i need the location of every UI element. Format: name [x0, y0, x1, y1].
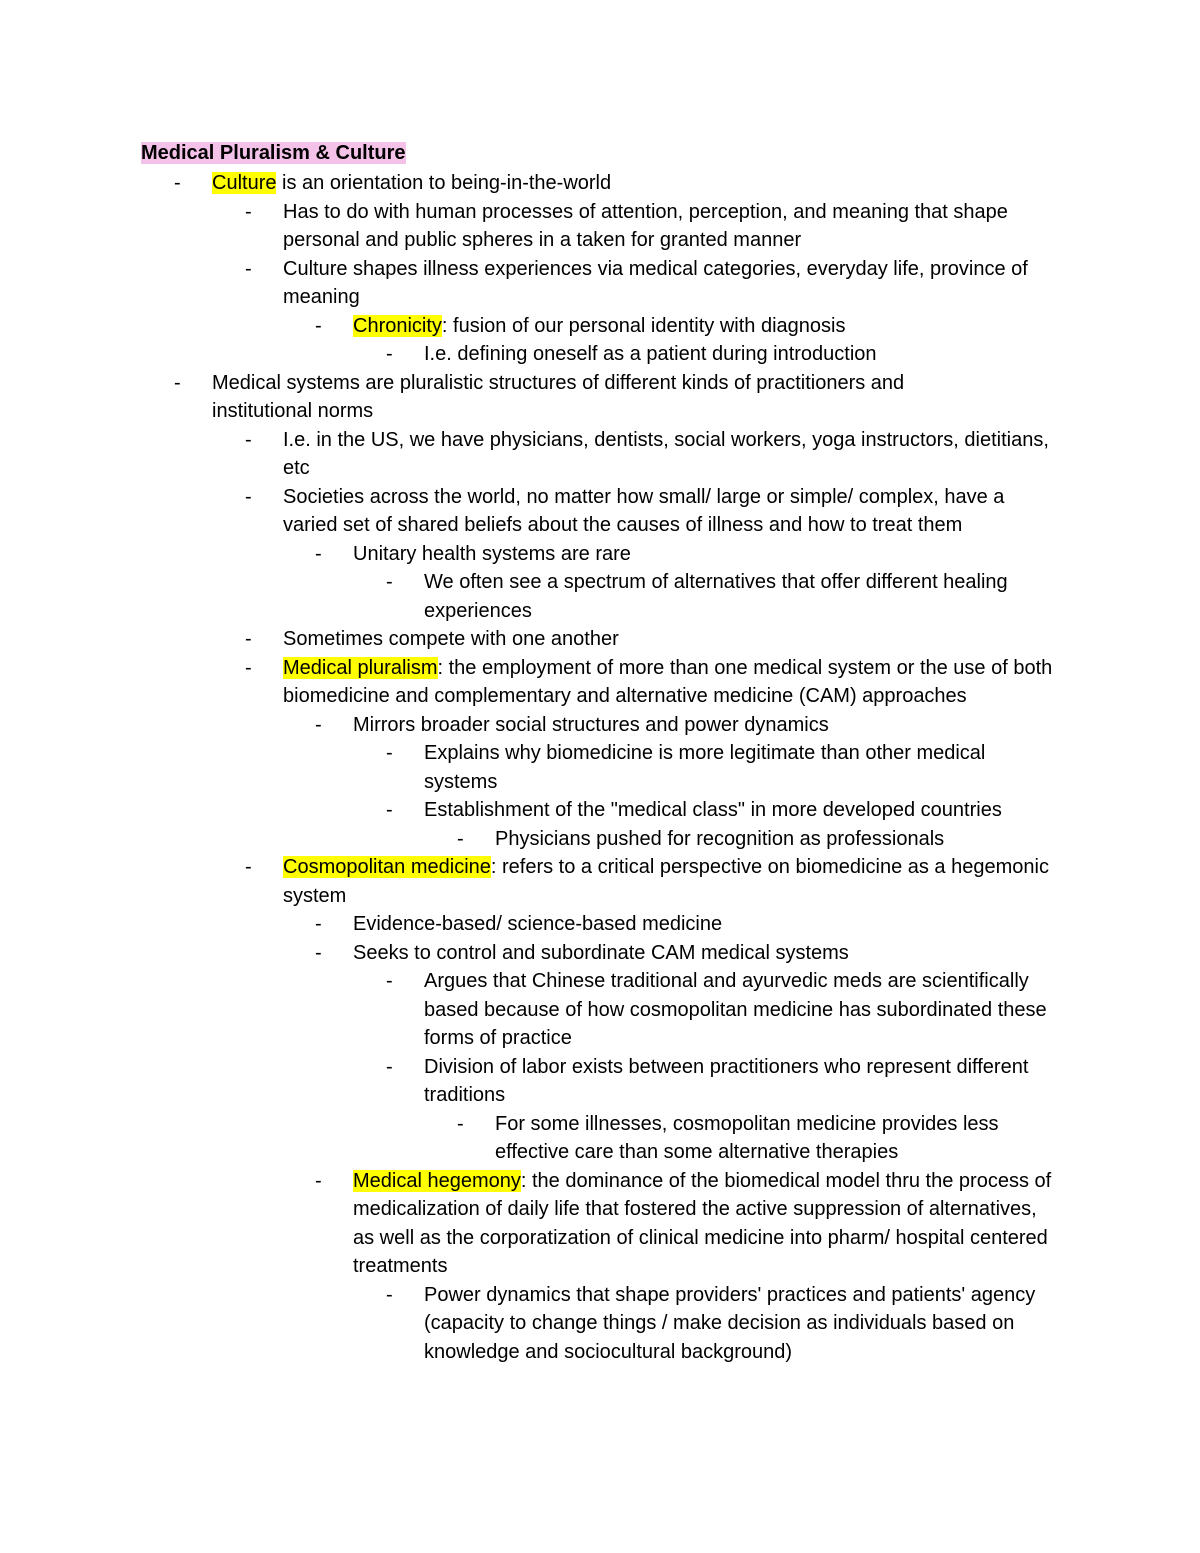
bullet-item-level-3: [315, 939, 1053, 968]
bullet-text: Has to do with human processes of attention, perception, and meaning that shape personal and public spheres in a taken for granted manner: [283, 200, 1008, 251]
bullet-text: Unitary health systems are rare: [353, 542, 631, 565]
bullet-item-level-4: [386, 967, 1054, 1053]
bullet-dash: -: [245, 200, 252, 223]
bullet-text: Establishment of the "medical class" in more developed countries: [424, 799, 1002, 821]
bullet-item-level-3: [315, 1167, 1053, 1281]
bullet-text: Physicians pushed for recognition as professionals: [495, 827, 945, 850]
bullet-item-level-2: [245, 198, 1053, 255]
bullet-dash: -: [386, 742, 393, 764]
bullet-text: For some illnesses, cosmopolitan medicine provides less effective care than some alternative therapies: [495, 1112, 999, 1163]
bullet-dash: -: [245, 257, 252, 280]
bullet-item-level-2: [245, 853, 1053, 910]
highlighted-term: Medical hegemony: [353, 1169, 521, 1192]
bullet-item-level-2: [245, 255, 1053, 312]
bullet-dash: -: [174, 371, 181, 394]
bullet-item-level-3: [315, 540, 1053, 569]
bullet-item-level-3: [315, 711, 1053, 740]
bullet-text: Societies across the world, no matter how small/ large or simple/ complex, have a varied set of shared beliefs about the causes of illness and how to treat them: [283, 485, 1005, 536]
highlighted-term: Culture: [212, 172, 277, 194]
bullet-item-level-1: [174, 169, 982, 198]
bullet-item-level-4: [386, 796, 1054, 825]
bullet-dash: -: [315, 713, 322, 736]
bullet-text: : the employment of more than one medical system or the use of both biomedicine and complementary and alternative medicine (CAM) approaches: [283, 656, 1053, 707]
bullet-item-level-2: [245, 483, 1053, 540]
bullet-dash: -: [386, 1283, 393, 1306]
bullet-text: We often see a spectrum of alternatives that offer different healing experiences: [424, 571, 1008, 622]
bullet-item-level-2: [245, 426, 1053, 483]
bullet-text: : fusion of our personal identity with diagnosis: [441, 314, 846, 337]
page-title: [141, 139, 406, 167]
bullet-dash: -: [245, 656, 252, 679]
page-title-text: Medical Pluralism & Culture: [141, 142, 406, 164]
bullet-dash: -: [386, 970, 393, 992]
bullet-item-level-3: [315, 910, 1053, 939]
bullet-text: Seeks to control and subordinate CAM medical systems: [353, 941, 849, 964]
bullet-item-level-4: [386, 1053, 1054, 1110]
bullet-text: Mirrors broader social structures and power dynamics: [353, 713, 829, 736]
bullet-dash: -: [386, 1055, 393, 1078]
bullet-item-level-2: [245, 625, 1053, 654]
bullet-item-level-2: [245, 654, 1053, 711]
bullet-text: Sometimes compete with one another: [283, 628, 619, 650]
bullet-item-level-4: [386, 340, 1054, 369]
bullet-dash: -: [457, 1112, 464, 1135]
bullet-dash: -: [386, 571, 393, 593]
bullet-dash: -: [245, 428, 252, 451]
bullet-outline: [0, 169, 1200, 1366]
bullet-dash: -: [245, 485, 252, 508]
bullet-dash: -: [315, 913, 322, 935]
bullet-dash: -: [386, 799, 393, 821]
bullet-text: Argues that Chinese traditional and ayurvedic meds are scientifically based because of how cosmopolitan medicine has subordinated these forms of practice: [424, 970, 1047, 1049]
bullet-item-level-1: [174, 369, 982, 426]
bullet-dash: -: [386, 343, 393, 365]
bullet-text: Explains why biomedicine is more legitimate than other medical systems: [424, 742, 986, 793]
highlighted-term: Medical pluralism: [283, 656, 438, 679]
bullet-dash: -: [174, 172, 181, 194]
bullet-item-level-4: [386, 739, 1054, 796]
bullet-text: : refers to a critical perspective on biomedicine as a hegemonic system: [283, 856, 1049, 907]
bullet-item-level-4: [386, 568, 1054, 625]
bullet-dash: -: [315, 542, 322, 565]
bullet-item-level-5: [457, 1110, 1055, 1167]
bullet-item-level-5: [457, 825, 1055, 854]
bullet-text: Division of labor exists between practitioners who represent different traditions: [424, 1055, 1029, 1106]
bullet-text: Culture shapes illness experiences via medical categories, everyday life, province of meaning: [283, 257, 1028, 308]
highlighted-term: Cosmopolitan medicine: [283, 856, 491, 878]
bullet-dash: -: [457, 827, 464, 850]
bullet-dash: -: [245, 628, 252, 650]
bullet-text: is an orientation to being-in-the-world: [276, 172, 612, 194]
bullet-dash: -: [315, 941, 322, 964]
bullet-text: Power dynamics that shape providers' practices and patients' agency (capacity to change things / make decision as individuals based on knowledge and sociocultural background): [424, 1283, 1036, 1363]
bullet-item-level-3: [315, 312, 1053, 341]
bullet-dash: -: [315, 1169, 322, 1192]
bullet-text: I.e. defining oneself as a patient during introduction: [424, 343, 877, 365]
bullet-text: I.e. in the US, we have physicians, dentists, social workers, yoga instructors, dietitians, etc: [283, 428, 1049, 479]
bullet-text: Evidence-based/ science-based medicine: [353, 913, 723, 935]
bullet-item-level-4: [386, 1281, 1054, 1367]
bullet-dash: -: [315, 314, 322, 337]
bullet-text: : the dominance of the biomedical model thru the process of medicalization of daily life that fostered the active suppression of alternatives, as well as the corporatization of clinical medicine into pharm/ hospital centered treatments: [353, 1169, 1052, 1277]
bullet-dash: -: [245, 856, 252, 878]
highlighted-term: Chronicity: [353, 314, 442, 337]
bullet-text: Medical systems are pluralistic structures of different kinds of practitioners and institutional norms: [212, 371, 905, 422]
